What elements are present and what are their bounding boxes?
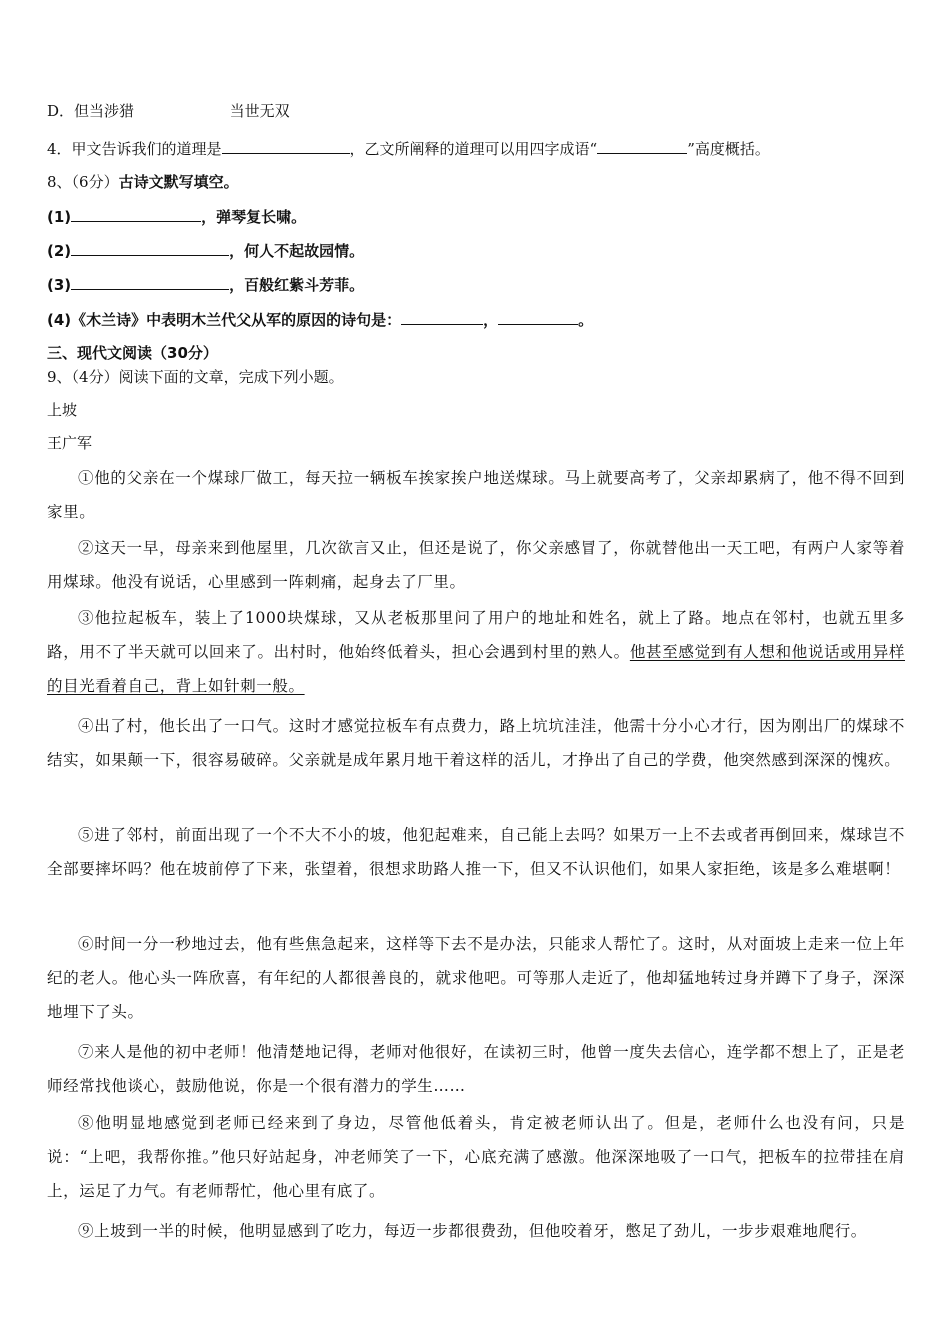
question-9-intro: 9、（4分）阅读下面的文章，完成下列小题。 [47, 368, 344, 386]
q8-item-2-blank[interactable] [71, 240, 229, 256]
q8-item-3 [47, 274, 364, 295]
paragraph-1: ①他的父亲在一个煤球厂做工，每天拉一辆板车挨家挨户地送煤球。马上就要高考了，父亲却累病了，他不得不回到家里。 [47, 469, 905, 521]
section-3-title: 三、现代文阅读（30分） [47, 344, 218, 362]
option-d-value: 当世无双 [229, 102, 290, 120]
q4-prefix: 4．甲文告诉我们的道理是 [47, 140, 222, 158]
q8-item-4-prefix: (4)《木兰诗》中表明木兰代父从军的原因的诗句是： [47, 311, 402, 329]
article-title: 上坡 [47, 401, 78, 419]
q8-item-2-text: ，何人不起故园情。 [229, 242, 365, 260]
q8-title: 古诗文默写填空。 [118, 173, 239, 191]
q8-number: 8、（6分） [47, 173, 119, 191]
article-author: 王广军 [47, 434, 93, 452]
paragraph-8: ⑧他明显地感觉到老师已经来到了身边，尽管他低着头，肯定被老师认出了。但是，老师什么也没有问，只是说：“上吧，我帮你推。”他只好站起身，冲老师笑了一下，心底充满了感激。他深深地吸了一口气，把板车的拉带挂在肩上，运足了力气。有老师帮忙，他心里有底了。 [47, 1114, 905, 1200]
q8-item-2-num: (2) [47, 242, 72, 260]
question-8-header [47, 172, 239, 192]
paragraph-6: ⑥时间一分一秒地过去，他有些焦急起来，这样等下去不是办法，只能求人帮忙了。这时，从对面坡上走来一位上年纪的老人。他心头一阵欣喜，有年纪的人都很善良的，就求他吧。可等那人走近了，他却猛地转过身并蹲下了身子，深深地埋下了头。 [47, 935, 905, 1021]
q8-item-4-mid: ， [483, 311, 499, 329]
q8-item-1-text: ，弹琴复长啸。 [201, 208, 307, 226]
paragraph-3-text: ③他拉起板车，装上了1000块煤球，又从老板那里问了用户的地址和姓名，就上了路。地点在邻村，也就五里多路，用不了半天就可以回来了。出村时，他始终低着头，担心会遇到村里的熟人。 [47, 609, 905, 661]
paragraph-3 [47, 601, 905, 703]
q8-item-4-blank-2[interactable] [498, 309, 578, 325]
q8-item-3-text: ，百般红紫斗芳菲。 [229, 276, 365, 294]
q8-item-2 [47, 240, 364, 261]
q8-item-1 [47, 206, 306, 227]
option-d-label: D．但当涉猎 [47, 102, 135, 120]
paragraph-4: ④出了村，他长出了一口气。这时才感觉拉板车有点费力，路上坑坑洼洼，他需十分小心才行，因为刚出厂的煤球不结实，如果颠一下，很容易破碎。父亲就是成年累月地干着这样的活儿，才挣出了自己的学费，他突然感到深深的愧疚。 [47, 717, 905, 769]
q8-item-3-num: (3) [47, 276, 72, 294]
q8-item-4-end: 。 [578, 311, 594, 329]
q4-blank-1[interactable] [222, 138, 350, 154]
paragraph-5: ⑤进了邻村，前面出现了一个不大不小的坡，他犯起难来，自己能上去吗？如果万一上不去或者再倒回来，煤球岂不全部要摔坏吗？他在坡前停了下来，张望着，很想求助路人推一下，但又不认识他们，如果人家拒绝，该是多么难堪啊！ [47, 826, 905, 878]
q4-blank-2[interactable] [597, 138, 687, 154]
q8-item-3-blank[interactable] [71, 274, 229, 290]
paragraph-2: ②这天一早，母亲来到他屋里，几次欲言又止，但还是说了，你父亲感冒了，你就替他出一天工吧，有两户人家等着用煤球。他没有说话，心里感到一阵刺痛，起身去了厂里。 [47, 539, 905, 591]
paragraph-7: ⑦来人是他的初中老师！他清楚地记得，老师对他很好，在读初三时，他曾一度失去信心，连学都不想上了，正是老师经常找他谈心，鼓励他说，你是一个很有潜力的学生…… [47, 1043, 905, 1095]
option-d [47, 101, 290, 121]
q4-middle: ，乙文所阐释的道理可以用四字成语“ [349, 140, 598, 158]
paragraph-3-underlined: 他甚至感觉到有人想和他说话或用异样的目光看着自己，背上如针刺一般。 [47, 643, 906, 695]
q8-item-4-blank-1[interactable] [401, 309, 483, 325]
paragraph-9: ⑨上坡到一半的时候，他明显感到了吃力，每迈一步都很费劲，但他咬着牙，憋足了劲儿，一步步艰难地爬行。 [78, 1222, 867, 1240]
q8-item-1-blank[interactable] [71, 206, 201, 222]
q8-item-1-num: (1) [47, 208, 72, 226]
q4-suffix: ”高度概括。 [687, 140, 770, 158]
q8-item-4 [47, 309, 593, 330]
question-4 [47, 138, 770, 159]
